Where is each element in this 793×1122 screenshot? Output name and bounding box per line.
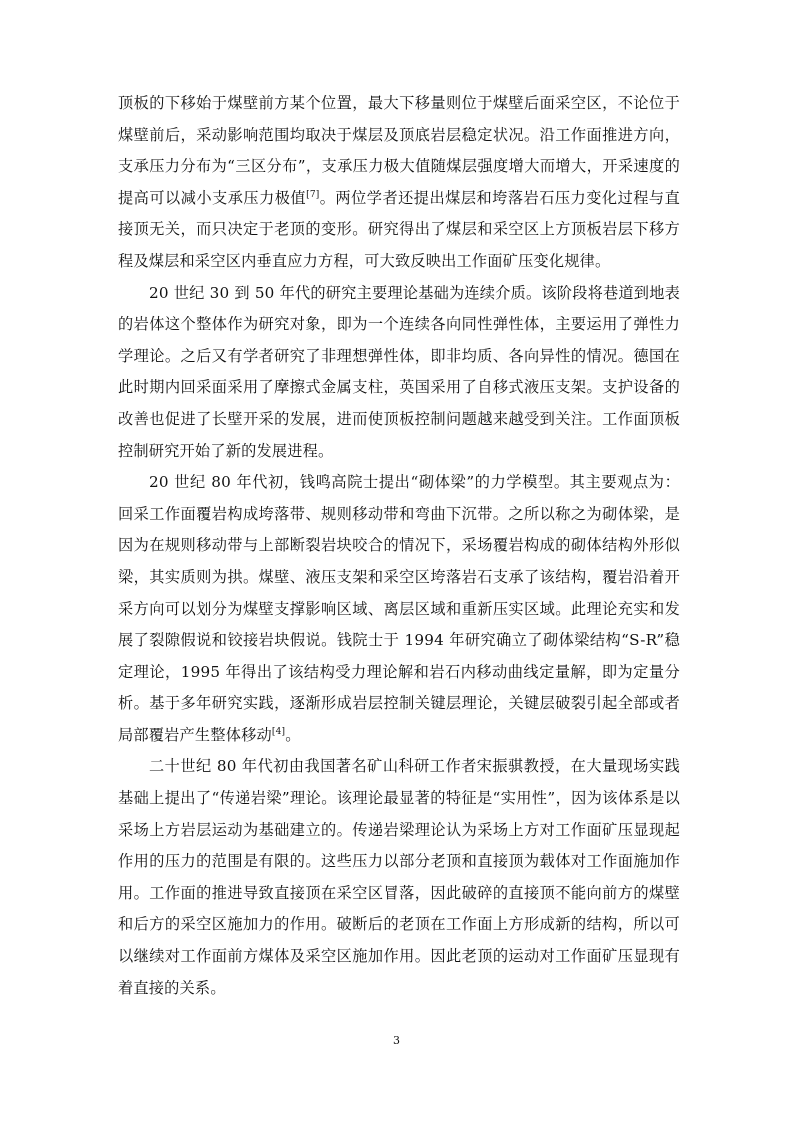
text-run: 20 世纪 30 到 50 年代的研究主要理论基础为连续介质。该阶段将巷道到地表的岩体这个整体作为研究对象，即为一个连续各向同性弹性体，主要运用了弹性力学理论。之后又有学者研究了非理想弹性体，即非均质、各向异性的情况。德国在此时期内回采面采用了摩擦式金属支柱，英国采用了自移式液压支架。支护设备的改善也促进了长壁开采的发展，进而使顶板控制问题越来越受到关注。工作面顶板控制研究开始了新的发展进程。 xyxy=(118,283,680,460)
text-run: 二十世纪 80 年代初由我国著名矿山科研工作者宋振骐教授，在大量现场实践基础上提出了“传递岩梁”理论。该理论最显著的特征是“实用性”，因为该体系是以采场上方岩层运动为基础建立的。传递岩梁理论认为采场上方对工作面矿压显现起作用的压力的范围是有限的。这些压力以部分老顶和直接顶为载体对工作面施加作用。工作面的推进导致直接顶在采空区冒落，因此破碎的直接顶不能向前方的煤壁和后方的采空区施加力的作用。破断后的老顶在工作面上方形成新的结构，所以可以继续对工作面前方煤体及采空区施加作用。因此老顶的运动对工作面矿压显现有着直接的关系。 xyxy=(118,757,680,997)
paragraph-4 xyxy=(118,751,680,1004)
citation-ref[interactable]: [7] xyxy=(306,189,320,200)
text-run: 20 世纪 80 年代初，钱鸣高院士提出“砌体梁”的力学模型。其主要观点为：回采工作面覆岩构成垮落带、规则移动带和弯曲下沉带。之所以称之为砌体梁，是因为在规则移动带与上部断裂岩块咬合的情况下，采场覆岩构成的砌体结构外形似梁，其实质则为拱。煤壁、液压支架和采空区垮落岩石支承了该结构，覆岩沿着开采方向可以划分为煤壁支撑影响区域、离层区域和重新压实区域。此理论充实和发展了裂隙假说和铰接岩块假说。钱院士于 1994 年研究确立了砌体梁结构“S-R”稳定理论，1995 年得出了该结构受力理论解和岩石内移动曲线定量解，即为定量分析。基于多年研究实践，逐渐形成岩层控制关键层理论，关键层破裂引起全部或者局部覆岩产生整体移动 xyxy=(118,473,680,744)
text-run: 顶板的下移始于煤壁前方某个位置，最大下移量则位于煤壁后面采空区，不论位于煤壁前后，采动影响范围均取决于煤层及顶底岩层稳定状况。沿工作面推进方向，支承压力分布为“三区分布”，支承压力极大值随煤层强度增大而增大，开采速度的提高可以减小支承压力极值 xyxy=(118,94,680,207)
citation-ref[interactable]: [4] xyxy=(271,726,286,737)
page-number: 3 xyxy=(393,1034,400,1047)
text-run: 。 xyxy=(285,725,301,744)
paragraph-3 xyxy=(118,467,680,751)
paragraph-2 xyxy=(118,278,680,468)
body-text xyxy=(118,88,680,1004)
paragraph-1 xyxy=(118,88,680,278)
text-run: 。两位学者还提出煤层和垮落岩石压力变化过程与直接顶无关，而只决定于老顶的变形。研究得出了煤层和采空区上方顶板岩层下移方程及煤层和采空区内垂直应力方程，可大致反映出工作面矿压变化规律。 xyxy=(118,188,680,270)
